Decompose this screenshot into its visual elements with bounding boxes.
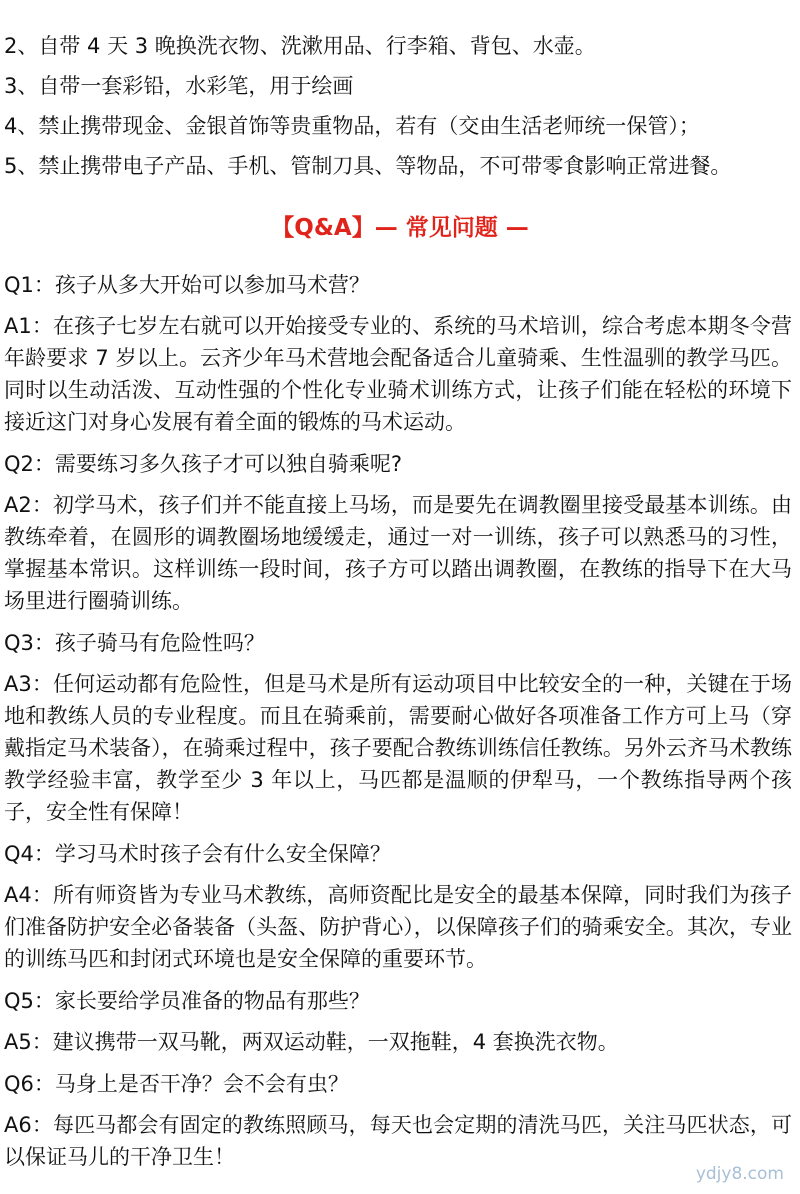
- rule-item: 2、自带 4 天 3 晚换洗衣物、洗漱用品、行李箱、背包、水壶。: [4, 34, 596, 58]
- answer-1: A1：在孩子七岁左右就可以开始接受专业的、系统的马术培训，综合考虑本期冬令营年龄要求 7 岁以上。云齐少年马术营地会配备适合儿童骑乘、生性温驯的教学马匹。同时以生动活泼、互动性强的个性化专业骑术训练方式，让孩子们能在轻松的环境下接近这门对身心发展有着全面的锻炼的马术运动。: [4, 314, 792, 434]
- rule-item: 5、禁止携带电子产品、手机、管制刀具、等物品，不可带零食影响正常进餐。: [4, 154, 732, 178]
- question-4: Q4：学习马术时孩子会有什么安全保障？: [4, 842, 391, 866]
- question-2: Q2：需要练习多久孩子才可以独自骑乘呢?: [4, 452, 403, 476]
- question-3: Q3：孩子骑马有危险性吗？: [4, 631, 265, 655]
- rules-list: [0, 28, 790, 188]
- qa-list: [4, 269, 792, 1183]
- answer-6: A6：每匹马都会有固定的教练照顾马，每天也会定期的清洗马匹，关注马匹状态，可以保证马儿的干净卫生！: [4, 1113, 792, 1169]
- rule-item: 3、自带一套彩铅，水彩笔，用于绘画: [4, 74, 354, 98]
- site-watermark: ydjy8.com: [695, 1164, 784, 1184]
- answer-3: A3：任何运动都有危险性，但是马术是所有运动项目中比较安全的一种，关键在于场地和教练人员的专业程度。而且在骑乘前，需要耐心做好各项准备工作方可上马（穿戴指定马术装备），在骑乘过程中，孩子要配合教练训练信任教练。另外云齐马术教练教学经验丰富，教学至少 3 年以上，马匹都是温顺的伊犁马，一个教练指导两个孩子，安全性有保障！: [4, 672, 792, 824]
- question-5: Q5：家长要给学员准备的物品有那些？: [4, 989, 370, 1013]
- answer-4: A4：所有师资皆为专业马术教练，高师资配比是安全的最基本保障，同时我们为孩子们准备防护安全必备装备（头盔、防护背心），以保障孩子们的骑乘安全。其次，专业的训练马匹和封闭式环境也是安全保障的重要环节。: [4, 883, 792, 971]
- question-6: Q6：马身上是否干净？会不会有虫？: [4, 1072, 349, 1096]
- answer-5: A5：建议携带一双马靴，两双运动鞋，一双拖鞋，4 套换洗衣物。: [4, 1030, 619, 1054]
- section-title: 【Q&A】— 常见问题 —: [271, 215, 529, 241]
- rule-item: 4、禁止携带现金、金银首饰等贵重物品，若有（交由生活老师统一保管）；: [4, 114, 700, 138]
- question-1: Q1：孩子从多大开始可以参加马术营？: [4, 273, 370, 297]
- answer-2: A2：初学马术，孩子们并不能直接上马场，而是要先在调教圈里接受最基本训练。由教练牵着，在圆形的调教圈场地缓缓走，通过一对一训练，孩子可以熟悉马的习性，掌握基本常识。这样训练一段时间，孩子方可以踏出调教圈，在教练的指导下在大马场里进行圈骑训练。: [4, 493, 792, 613]
